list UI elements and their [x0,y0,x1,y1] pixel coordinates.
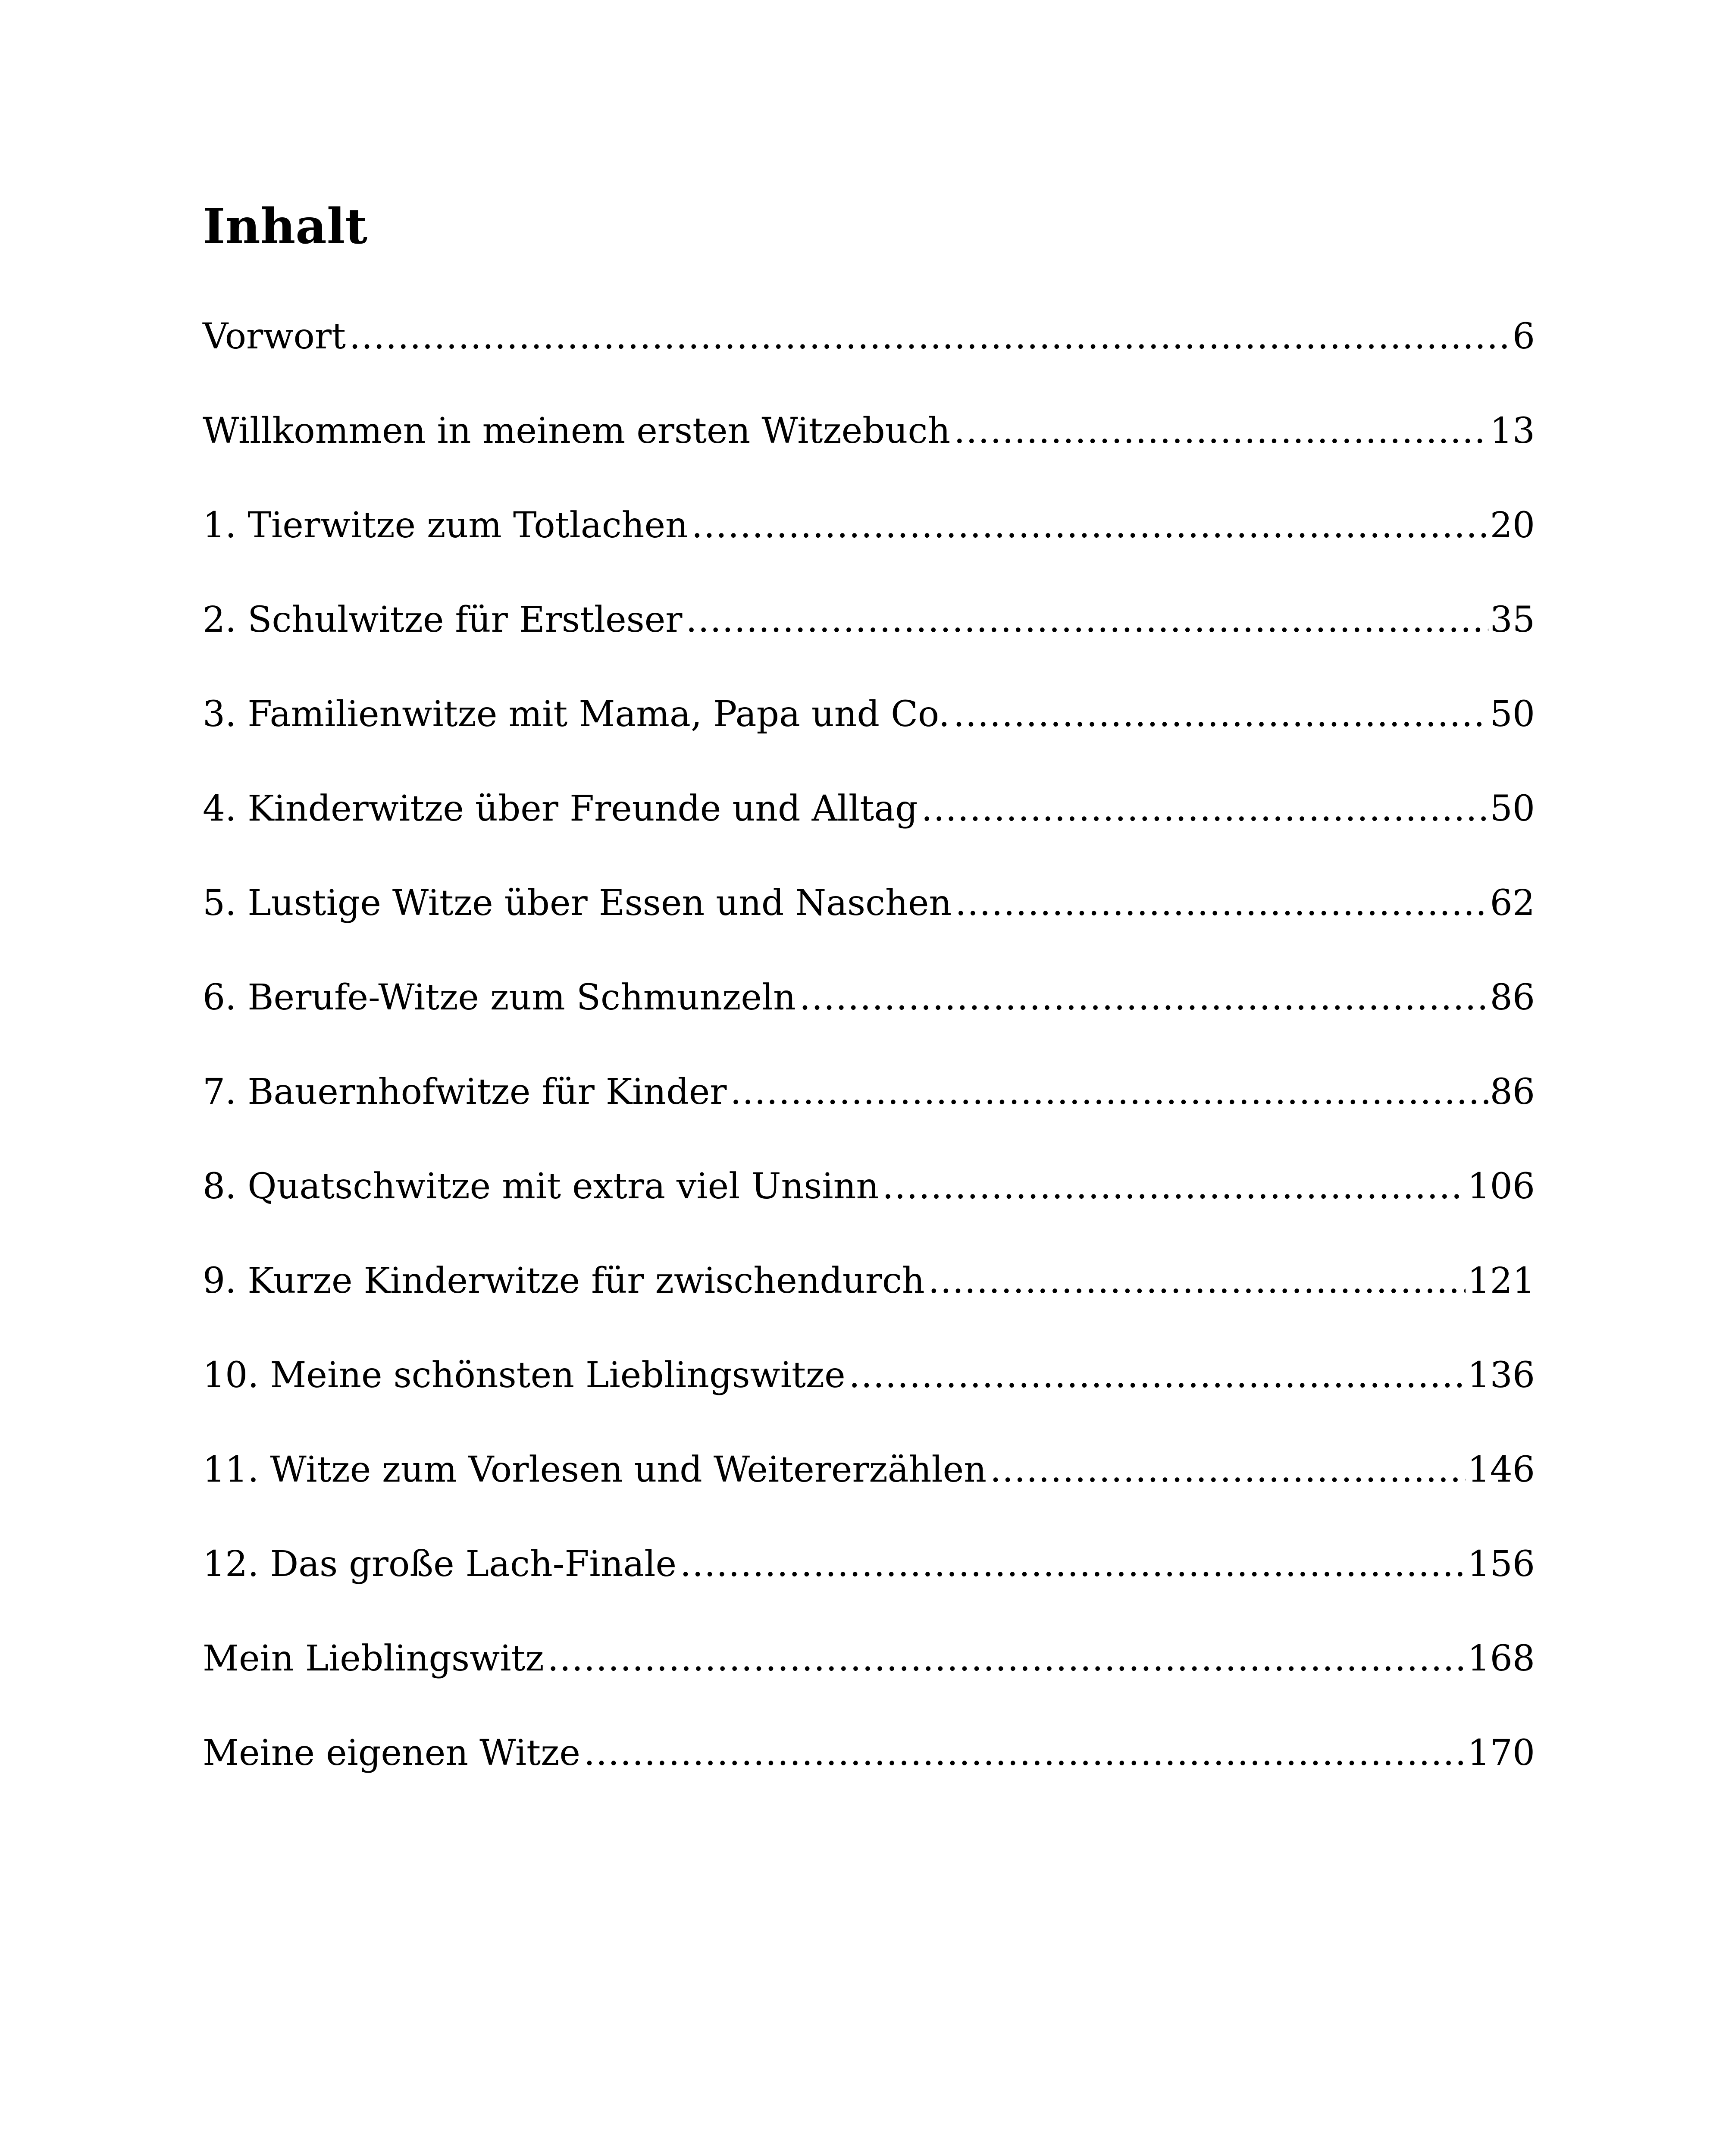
toc-entry-page-number: 170 [1467,1733,1535,1774]
toc-entry-page-number: 50 [1490,694,1535,735]
toc-entry-title: 12. Das große Lach-Finale [203,1544,677,1585]
toc-entry-title: 10. Meine schönsten Lieblingswitze [203,1355,846,1396]
toc-entry-page-number: 146 [1467,1449,1535,1490]
toc-entry-title: Willkommen in meinem ersten Witzebuch [203,411,951,451]
toc-entry-page-number: 13 [1490,411,1535,451]
dot-leader [849,1358,1466,1393]
toc-entry-page-number: 35 [1490,599,1535,640]
dot-leader [955,886,1488,921]
toc-entry-title: Meine eigenen Witze [203,1733,580,1774]
toc-entry-page-number: 50 [1490,788,1535,829]
toc-entry [203,1260,1535,1358]
toc-entry [203,411,1535,508]
toc-entry [203,788,1535,886]
dot-leader [730,1075,1488,1110]
toc-entry-title: 7. Bauernhofwitze für Kinder [203,1072,727,1112]
toc-entry-title: 11. Witze zum Vorlesen und Weitererzählen [203,1449,987,1490]
dot-leader [584,1736,1466,1771]
toc-entry-title: 2. Schulwitze für Erstleser [203,599,683,640]
toc-entry-page-number: 121 [1467,1260,1535,1301]
toc-entry-page-number: 106 [1467,1166,1535,1207]
toc-entry [203,1733,1535,1830]
dot-leader [928,1263,1466,1299]
dot-leader [921,791,1488,827]
toc-entry-title: 6. Berufe-Witze zum Schmunzeln [203,977,796,1018]
toc-entry-page-number: 156 [1467,1544,1535,1585]
toc-entry-page-number: 86 [1490,1072,1535,1112]
dot-leader [349,319,1511,354]
dot-leader [680,1547,1466,1582]
toc-entry [203,1166,1535,1263]
toc-entry [203,1544,1535,1641]
toc-entry-page-number: 86 [1490,977,1535,1018]
toc-entry-title: 9. Kurze Kinderwitze für zwischendurch [203,1260,925,1301]
dot-leader [548,1641,1466,1677]
toc-entry-title: 5. Lustige Witze über Essen und Naschen [203,883,952,924]
toc-entry [203,1072,1535,1169]
toc-entry-page-number: 62 [1490,883,1535,924]
toc-entry-title: Mein Lieblingswitz [203,1638,544,1679]
toc-entry [203,1449,1535,1547]
toc-entry-title: 4. Kinderwitze über Freunde und Alltag [203,788,918,829]
toc-entry-title: Vorwort [203,316,346,357]
toc-entry [203,316,1535,414]
toc-heading: Inhalt [203,198,368,255]
dot-leader [953,697,1488,732]
toc-entry [203,694,1535,791]
toc-entry-page-number: 6 [1512,316,1535,357]
toc-entry-title: 3. Familienwitze mit Mama, Papa und Co. [203,694,950,735]
dot-leader [799,980,1488,1015]
dot-leader [954,414,1488,449]
dot-leader [882,1169,1466,1204]
toc-entry [203,599,1535,697]
dot-leader [692,508,1488,543]
toc-entry [203,1638,1535,1736]
table-of-contents [203,316,1535,1830]
dot-leader [686,602,1488,638]
dot-leader [990,1452,1466,1488]
toc-entry [203,1355,1535,1452]
toc-entry [203,977,1535,1075]
toc-entry [203,883,1535,980]
toc-entry-title: 1. Tierwitze zum Totlachen [203,505,688,546]
toc-entry [203,505,1535,602]
toc-entry-title: 8. Quatschwitze mit extra viel Unsinn [203,1166,879,1207]
toc-entry-page-number: 20 [1490,505,1535,546]
toc-entry-page-number: 136 [1467,1355,1535,1396]
toc-entry-page-number: 168 [1467,1638,1535,1679]
